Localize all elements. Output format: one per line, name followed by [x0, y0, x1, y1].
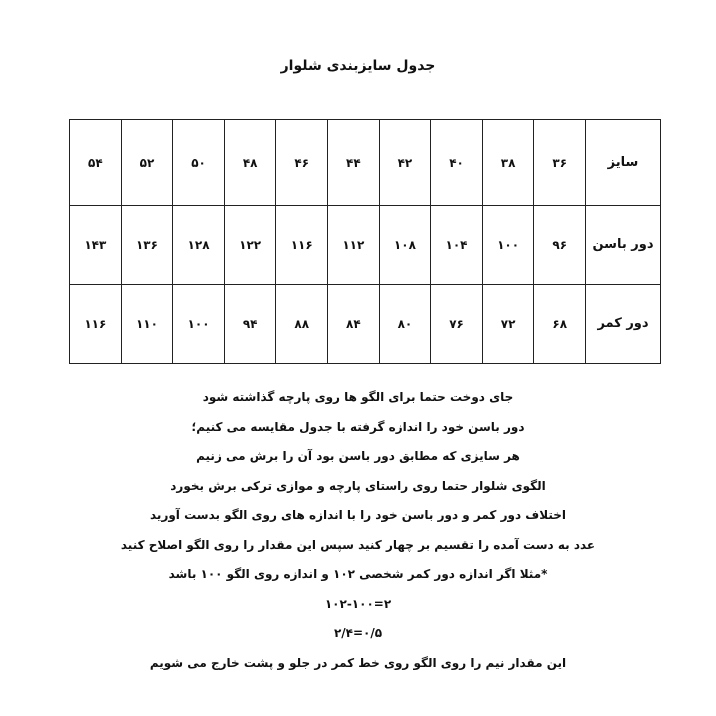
table-cell: ۵۰: [173, 120, 225, 206]
table-cell: ۸۸: [276, 285, 328, 364]
instructions-text: [0, 388, 716, 683]
table-cell: ۱۱۰: [121, 285, 173, 364]
table-cell: ۱۲۲: [224, 206, 276, 285]
instruction-line: دور باسن خود را اندازه گرفته با جدول مقایسه می کنیم؛: [191, 419, 525, 434]
row-header-waist: دور کمر: [586, 285, 661, 364]
table-cell: ۴۴: [328, 120, 380, 206]
table-cell: ۳۸: [482, 120, 534, 206]
table-cell: ۱۰۴: [431, 206, 483, 285]
table-cell: ۸۰: [379, 285, 431, 364]
table-cell: ۱۰۰: [482, 206, 534, 285]
table-cell: ۸۴: [328, 285, 380, 364]
row-header-hip: دور باسن: [586, 206, 661, 285]
instruction-line: هر سایزی که مطابق دور باسن بود آن را برش می زنیم: [196, 449, 520, 463]
instruction-line: الگوی شلوار حتما روی راستای پارچه و موازی ترکی برش بخورد: [170, 478, 546, 493]
table-cell: ۷۲: [482, 285, 534, 364]
table-cell: ۱۳۶: [121, 206, 173, 285]
instruction-line: جای دوخت حتما برای الگو ها روی پارچه گذاشته شود: [202, 390, 514, 404]
page-title: جدول سایزبندی شلوار: [280, 58, 436, 74]
instruction-line: این مقدار نیم را روی الگو روی خط کمر در جلو و پشت خارج می شویم: [149, 655, 567, 670]
calculation-line: ۲/۴=۰/۵: [333, 626, 383, 640]
row-header-size: سایز: [586, 120, 661, 206]
table-cell: ۹۶: [534, 206, 586, 285]
table-cell: ۴۸: [224, 120, 276, 206]
table-cell: ۴۶: [276, 120, 328, 206]
table-cell: ۱۱۲: [328, 206, 380, 285]
table-cell: ۷۶: [431, 285, 483, 364]
table-cell: ۱۱۶: [70, 285, 122, 364]
table-cell: ۳۶: [534, 120, 586, 206]
table-cell: ۹۴: [224, 285, 276, 364]
size-chart-table: [69, 119, 661, 364]
table-cell: ۵۲: [121, 120, 173, 206]
table-cell: ۱۰۰: [173, 285, 225, 364]
instruction-line: اختلاف دور کمر و دور باسن خود را با اندازه های روی الگو بدست آورید: [150, 508, 566, 522]
table-cell: ۱۰۸: [379, 206, 431, 285]
table-row-size: [70, 120, 661, 206]
table-cell: ۱۱۶: [276, 206, 328, 285]
instruction-line: *مثلا اگر اندازه دور کمر شخصی ۱۰۲ و اندازه روی الگو ۱۰۰ باشد: [168, 567, 548, 581]
table-cell: ۶۸: [534, 285, 586, 364]
table-cell: ۱۲۸: [173, 206, 225, 285]
table-row-waist: [70, 285, 661, 364]
table-cell: ۵۴: [70, 120, 122, 206]
table-row-hip: [70, 206, 661, 285]
table-cell: ۱۴۳: [70, 206, 122, 285]
instruction-line: عدد به دست آمده را تقسیم بر چهار کنید سپس این مقدار را روی الگو اصلاح کنید: [120, 537, 596, 552]
table-cell: ۴۰: [431, 120, 483, 206]
calculation-line: ۱۰۲-۱۰۰=۲: [324, 596, 392, 611]
table-cell: ۴۲: [379, 120, 431, 206]
